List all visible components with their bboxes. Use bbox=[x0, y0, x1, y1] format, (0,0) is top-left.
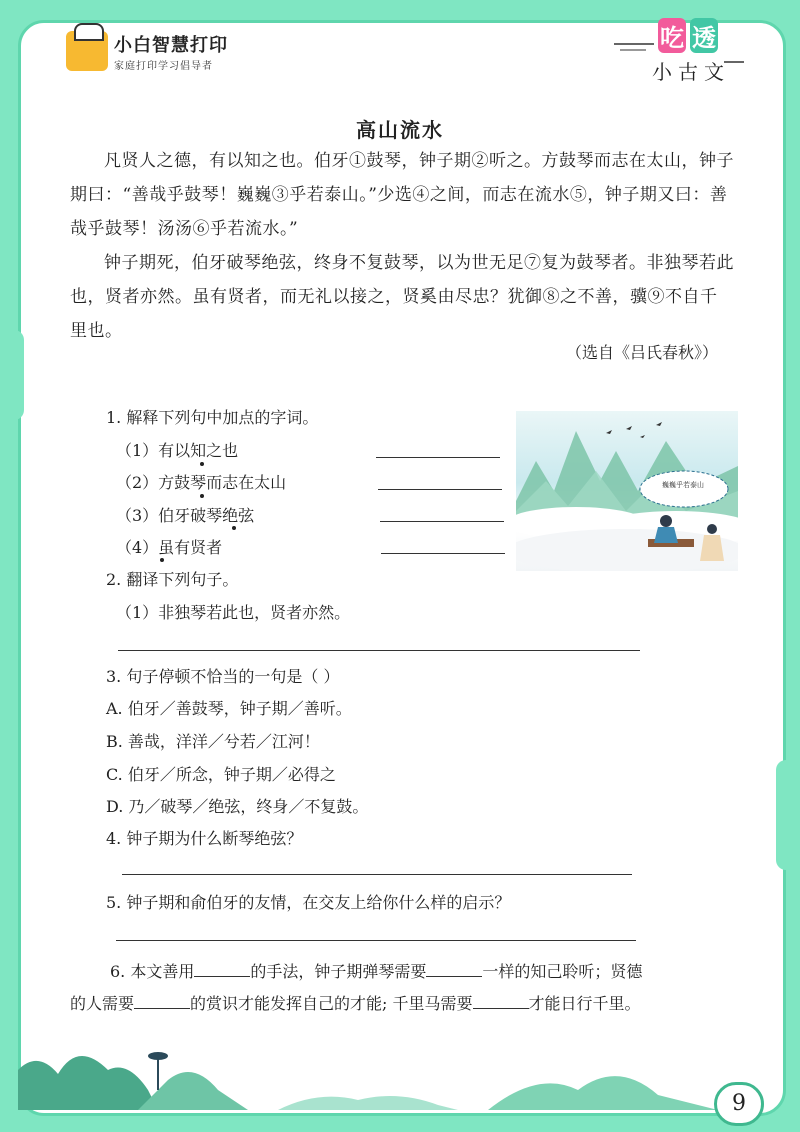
question-6-text-5: 的赏识才能发挥自己的才能; 千里马需要 bbox=[190, 994, 473, 1013]
series-brand bbox=[614, 18, 744, 84]
question-6 bbox=[110, 956, 740, 988]
emphasis-dot bbox=[160, 558, 164, 562]
emphasis-dot bbox=[200, 494, 204, 498]
question-2-item-1: （1）非独琴若此也，贤者亦然。 bbox=[116, 603, 351, 622]
answer-line-5[interactable] bbox=[116, 940, 636, 941]
brand-char-2: 透 bbox=[690, 18, 718, 53]
question-5: 5. 钟子期和俞伯牙的友情，在交友上给你什么样的启示？ bbox=[106, 893, 511, 912]
question-6-text-2: 的手法，钟子期弹琴需要 bbox=[250, 962, 427, 981]
question-6-text-6: 才能日行千里。 bbox=[528, 994, 641, 1013]
brand-logo bbox=[66, 30, 228, 72]
answer-blank-1-3[interactable] bbox=[380, 521, 504, 522]
question-6-text-1: 6. 本文善用 bbox=[110, 962, 195, 981]
emphasis-dot bbox=[200, 462, 204, 466]
brand-subtitle: 小古文 bbox=[652, 60, 730, 84]
logo-subtitle: 家庭打印学习倡导者 bbox=[114, 60, 213, 72]
question-2: 2. 翻译下列句子。 bbox=[106, 570, 239, 589]
question-1-item-4: （4）虽有贤者 bbox=[116, 538, 223, 557]
article-paragraph-2: 钟子期死，伯牙破琴绝弦，终身不复鼓琴，以为世无足⑦复为鼓琴者。非独琴若此也，贤者亦然。虽有贤者，而无礼以接之，贤奚由尽忠？犹御⑧之不善，骥⑨不自千里也。 bbox=[70, 253, 734, 341]
question-6-blank-4[interactable] bbox=[473, 992, 529, 1009]
emphasis-dot bbox=[232, 526, 236, 530]
question-6-text-4: 的人需要 bbox=[70, 994, 135, 1013]
question-6-blank-3[interactable] bbox=[134, 992, 190, 1009]
article-paragraph-1: 凡贤人之德，有以知之也。伯牙①鼓琴，钟子期②听之。方鼓琴而志在太山，钟子期曰：“善哉乎鼓琴！巍巍③乎若泰山。”少选④之间，而志在流水⑤，钟子期又曰：善哉乎鼓琴！汤汤⑥乎若流水。” bbox=[70, 151, 734, 239]
answer-blank-1-4[interactable] bbox=[381, 553, 505, 554]
question-3-option-d: D. 乃／破琴／绝弦，终身／不复鼓。 bbox=[106, 797, 369, 816]
frame-notch-right bbox=[776, 760, 800, 870]
logo-title: 小白智慧打印 bbox=[114, 34, 228, 56]
answer-blank-1-2[interactable] bbox=[378, 489, 502, 490]
question-1-item-3: （3）伯牙破琴绝弦 bbox=[116, 506, 255, 525]
question-1-item-2: （2）方鼓琴而志在太山 bbox=[116, 473, 287, 492]
answer-line-2[interactable] bbox=[118, 650, 640, 651]
illustration-caption: 巍巍乎若泰山 bbox=[662, 481, 704, 489]
question-3-option-b: B. 善哉，洋洋／兮若／江河！ bbox=[106, 732, 320, 751]
question-4: 4. 钟子期为什么断琴绝弦？ bbox=[106, 829, 303, 848]
mountain-decoration-icon bbox=[18, 1030, 718, 1110]
logo-mascot-icon bbox=[66, 31, 108, 71]
answer-blank-1-1[interactable] bbox=[376, 457, 500, 458]
question-6-continued bbox=[70, 988, 740, 1020]
article-title: 高山流水 bbox=[356, 118, 444, 142]
question-6-blank-1[interactable] bbox=[194, 960, 250, 977]
question-1-item-1: （1）有以知之也 bbox=[116, 441, 239, 460]
question-6-blank-2[interactable] bbox=[426, 960, 482, 977]
brand-char-1: 吃 bbox=[658, 18, 686, 53]
question-1: 1. 解释下列句中加点的字词。 bbox=[106, 408, 319, 427]
landscape-illustration-icon bbox=[516, 411, 738, 571]
question-6-text-3: 一样的知己聆听；贤德 bbox=[482, 962, 643, 981]
page-number: 9 bbox=[714, 1082, 764, 1126]
frame-notch-left bbox=[0, 330, 24, 420]
question-3-option-c: C. 伯牙／所念，钟子期／必得之 bbox=[106, 765, 336, 784]
illustration-image bbox=[516, 411, 738, 571]
article-source: （选自《吕氏春秋》） bbox=[565, 343, 718, 362]
answer-line-4[interactable] bbox=[122, 874, 632, 875]
question-3-option-a: A. 伯牙／善鼓琴，钟子期／善听。 bbox=[106, 699, 352, 718]
question-3: 3. 句子停顿不恰当的一句是（ ） bbox=[106, 667, 340, 686]
